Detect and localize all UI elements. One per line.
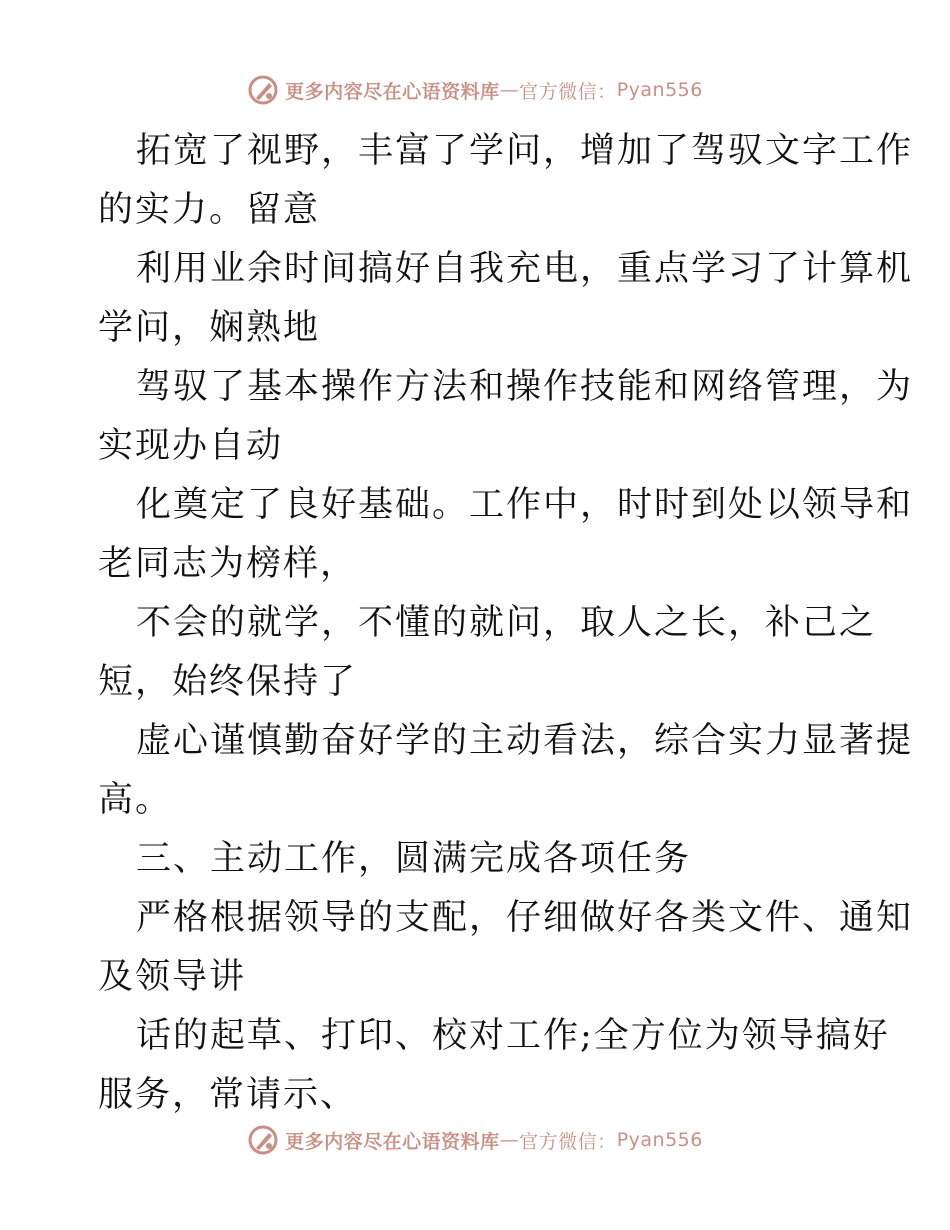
body-line: 拓宽了视野，丰富了学问，增加了驾驭文字工作 xyxy=(136,131,914,171)
body-line: 服务，常请示、 xyxy=(98,1075,358,1115)
body-line: 利用业余时间搞好自我充电，重点学习了计算机 xyxy=(136,249,914,289)
header-account: Pyan556 xyxy=(616,79,703,101)
header-watermark xyxy=(0,70,950,110)
body-line: 的实力。留意 xyxy=(98,190,321,230)
body-line: 话的起草、打印、校对工作;全方位为领导搞好 xyxy=(136,1016,890,1056)
header-dash: — xyxy=(499,79,520,101)
pen-logo-icon xyxy=(247,74,279,106)
body-line: 严格根据领导的支配，仔细做好各类文件、通知 xyxy=(136,898,914,938)
header-label: 官方微信： xyxy=(519,80,617,103)
body-line: 化奠定了良好基础。工作中，时时到处以领导和 xyxy=(136,485,914,525)
section-heading: 三、主动工作，圆满完成各项任务 xyxy=(136,839,692,879)
pen-logo-icon xyxy=(247,1124,279,1156)
footer-dash: — xyxy=(499,1129,520,1151)
footer-watermark xyxy=(0,1120,950,1160)
footer-label: 官方微信： xyxy=(519,1130,617,1153)
footer-account: Pyan556 xyxy=(616,1129,703,1151)
header-brand: 更多内容尽在心语资料库 xyxy=(285,80,500,103)
body-line: 及领导讲 xyxy=(98,957,247,997)
body-line: 实现办自动 xyxy=(98,426,284,466)
body-line: 学问，娴熟地 xyxy=(98,308,321,348)
body-line: 老同志为榜样， xyxy=(98,544,358,584)
body-line: 不会的就学，不懂的就问，取人之长，补己之 xyxy=(136,603,877,643)
document-body xyxy=(98,122,914,1125)
body-line: 短，始终保持了 xyxy=(98,662,358,702)
body-line: 虚心谨慎勤奋好学的主动看法，综合实力显著提 xyxy=(136,721,914,761)
body-line: 高。 xyxy=(98,780,173,820)
footer-brand: 更多内容尽在心语资料库 xyxy=(285,1130,500,1153)
body-line: 驾驭了基本操作方法和操作技能和网络管理，为 xyxy=(136,367,914,407)
